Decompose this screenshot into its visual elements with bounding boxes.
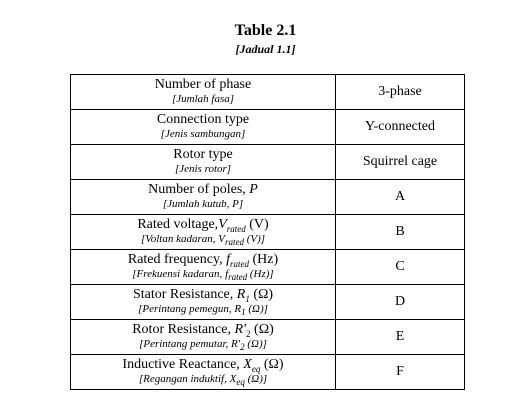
param-cell <box>71 75 336 110</box>
value-cell: E <box>336 320 465 355</box>
param-cell <box>71 250 336 285</box>
value-cell: Squirrel cage <box>336 145 465 180</box>
value-cell: B <box>336 215 465 250</box>
param-label-en: Rotor type <box>173 147 233 162</box>
param-label-en: Connection type <box>156 112 250 127</box>
param-label-en: Rotor Resistance, $R'_2$ (Ω) <box>132 322 274 339</box>
param-label-en: Inductive Reactance, $X_{eq}$ (Ω) <box>122 357 284 374</box>
param-label-en: Rated frequency, $f_{rated}$ (Hz) <box>127 252 279 269</box>
param-label-en: Number of poles, P <box>148 182 258 197</box>
value-cell: C <box>336 250 465 285</box>
table-row <box>71 110 465 145</box>
param-label-ms: [Jenis sambungan] <box>160 128 246 140</box>
spec-table <box>70 74 465 390</box>
table-row <box>71 355 465 390</box>
param-label-ms: [Perintang pemutar, $R'_2$ (Ω)] <box>139 338 267 353</box>
param-label-ms: [Frekuensi kadaran, $f_{rated}$ (Hz)] <box>132 268 274 283</box>
table-row <box>71 250 465 285</box>
param-label-ms: [Perintang pemegun, $R_1$ (Ω)] <box>138 303 268 318</box>
param-label-en: Number of phase <box>154 77 252 92</box>
table-row <box>71 180 465 215</box>
table-title: Table 2.1 <box>234 22 297 39</box>
table-row <box>71 75 465 110</box>
value-cell: D <box>336 285 465 320</box>
param-label-ms: [Jenis rotor] <box>174 163 232 175</box>
value-cell: Y-connected <box>336 110 465 145</box>
param-label-en: Rated $voltage,V_{rated}$ (V) <box>137 217 269 234</box>
param-cell <box>71 110 336 145</box>
param-cell <box>71 180 336 215</box>
table-row <box>71 145 465 180</box>
param-label-ms: [Regangan induktif, $X_{eq}$ (Ω)] <box>138 373 268 388</box>
param-cell <box>71 285 336 320</box>
param-label-ms: [Jumlah fasa] <box>171 93 235 105</box>
table-row <box>71 285 465 320</box>
value-cell: 3-phase <box>336 75 465 110</box>
table-subtitle: [Jadual 1.1] <box>235 42 296 56</box>
param-label-ms: [Jumlah kutub, P] <box>162 198 244 210</box>
value-cell: A <box>336 180 465 215</box>
table-row <box>71 320 465 355</box>
param-cell <box>71 320 336 355</box>
value-cell: F <box>336 355 465 390</box>
table-row <box>71 215 465 250</box>
param-cell <box>71 215 336 250</box>
param-label-en: Stator Resistance, $R_1$ (Ω) <box>132 287 274 304</box>
param-cell <box>71 145 336 180</box>
param-cell <box>71 355 336 390</box>
param-label-ms: [Voltan kadaran, $V_{rated}$ (V)] <box>140 233 266 248</box>
